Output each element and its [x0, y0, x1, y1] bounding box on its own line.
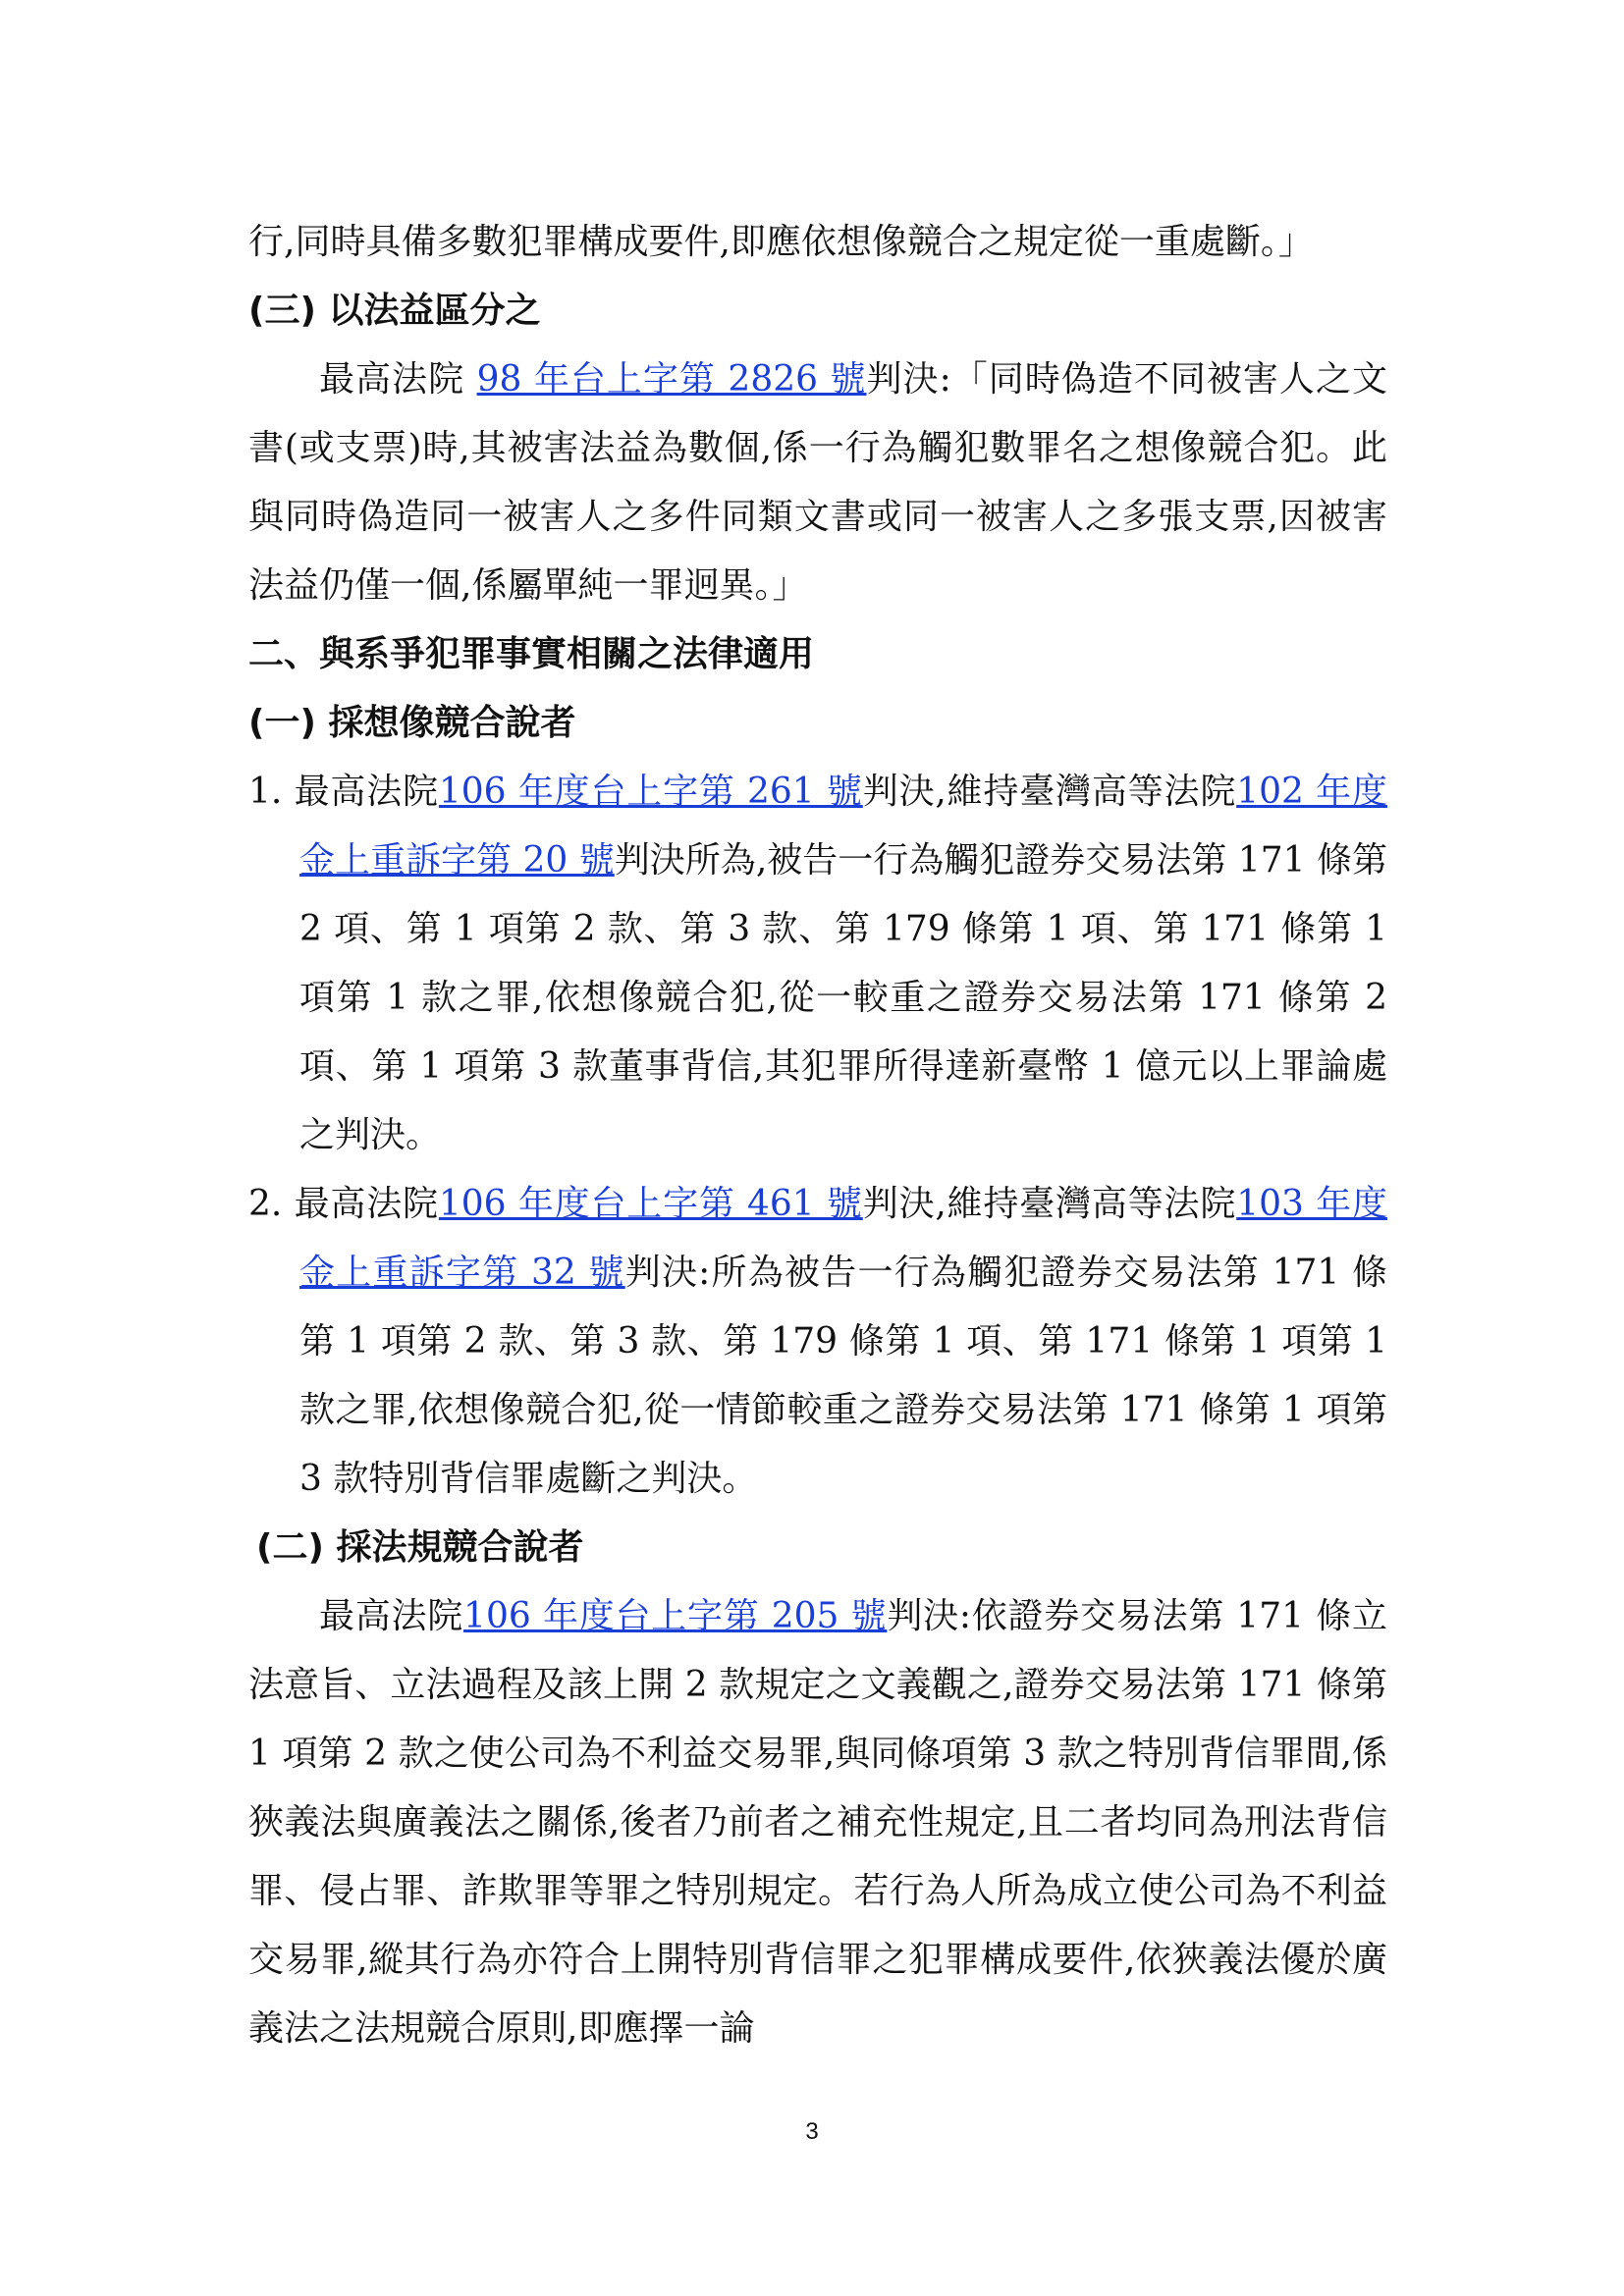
- case-link-102-20[interactable]: 102 年度金上重訴字第 20 號: [299, 772, 1387, 881]
- text-span: 判決,維持臺灣高等法院: [862, 1184, 1237, 1224]
- page-number: 3: [805, 2118, 819, 2145]
- section-heading-2: 二、與系爭犯罪事實相關之法律適用: [248, 634, 815, 674]
- list-item-1: [248, 758, 1387, 1170]
- case-link-106-461[interactable]: 106 年度台上字第 461 號: [438, 1184, 863, 1224]
- text-span: 判決,維持臺灣高等法院: [862, 772, 1237, 812]
- text-span: 2. 最高法院: [248, 1184, 439, 1224]
- paragraph-case-205: [248, 1582, 1387, 2063]
- text-span: 判決:所為被告一行為觸犯證券交易法第 171 條第 1 項第 2 款、第 3 款、第 179 條第 1 項、第 171 條第 1 項第 1 款之罪,依想像競合犯,從一情節較重之證券交易法第 171 條第 1 項第 3 款特別背信罪處斷之判決。: [299, 1253, 1387, 1499]
- text-span: 判決:依證券交易法第 171 條立法意旨、立法過程及該上開 2 款規定之文義觀之,證券交易法第 171 條第 1 項第 2 款之使公司為不利益交易罪,與同條項第 3 款之特別背信罪間,係狹義法與廣義法之關係,後者乃前者之補充性規定,且二者均同為刑法背信罪、侵占罪、詐欺罪等罪之特別規定。若行為人所為成立使公司為不利益交易罪,縱其行為亦符合上開特別背信罪之犯罪構成要件,依狹義法優於廣義法之法規競合原則,即應擇一論: [248, 1596, 1387, 2049]
- page-body: [248, 208, 1387, 2063]
- text-span: 1. 最高法院: [248, 772, 439, 812]
- paragraph-continuation: 行,同時具備多數犯罪構成要件,即應依想像競合之規定從一重處斷。」: [248, 222, 1314, 262]
- text-span: 最高法院: [319, 1596, 464, 1636]
- text-span: 判決:「同時偽造不同被害人之文書(或支票)時,其被害法益為數個,係一行為觸犯數罪名之想像競合犯。此與同時偽造同一被害人之多件同類文書或同一被害人之多張支票,因被害法益仍僅一個,係屬單純一罪迥異。」: [248, 359, 1387, 606]
- heading-3-by-legal-interest: (三) 以法益區分之: [248, 291, 541, 331]
- text-span: 最高法院: [319, 359, 477, 400]
- case-link-106-261[interactable]: 106 年度台上字第 261 號: [438, 772, 863, 812]
- list-item-2: [248, 1170, 1387, 1514]
- case-link-106-205[interactable]: 106 年度台上字第 205 號: [463, 1596, 888, 1636]
- subheading-statutory-concurrence: (二) 採法規競合說者: [256, 1527, 584, 1568]
- text-span: 判決所為,被告一行為觸犯證券交易法第 171 條第 2 項、第 1 項第 2 款、第 3 款、第 179 條第 1 項、第 171 條第 1 項第 1 款之罪,依想像競合犯,從一較重之證券交易法第 171 條第 2 項、第 1 項第 3 款董事背信,其犯罪所得達新臺幣 1 億元以上罪論處之判決。: [299, 840, 1387, 1155]
- case-link-103-32[interactable]: 103 年度金上重訴字第 32 號: [299, 1184, 1387, 1293]
- subheading-imaginative-concurrence: (一) 採想像競合說者: [248, 703, 576, 743]
- case-link-98-2826[interactable]: 98 年台上字第 2826 號: [476, 359, 867, 400]
- paragraph-case-98: [248, 346, 1387, 620]
